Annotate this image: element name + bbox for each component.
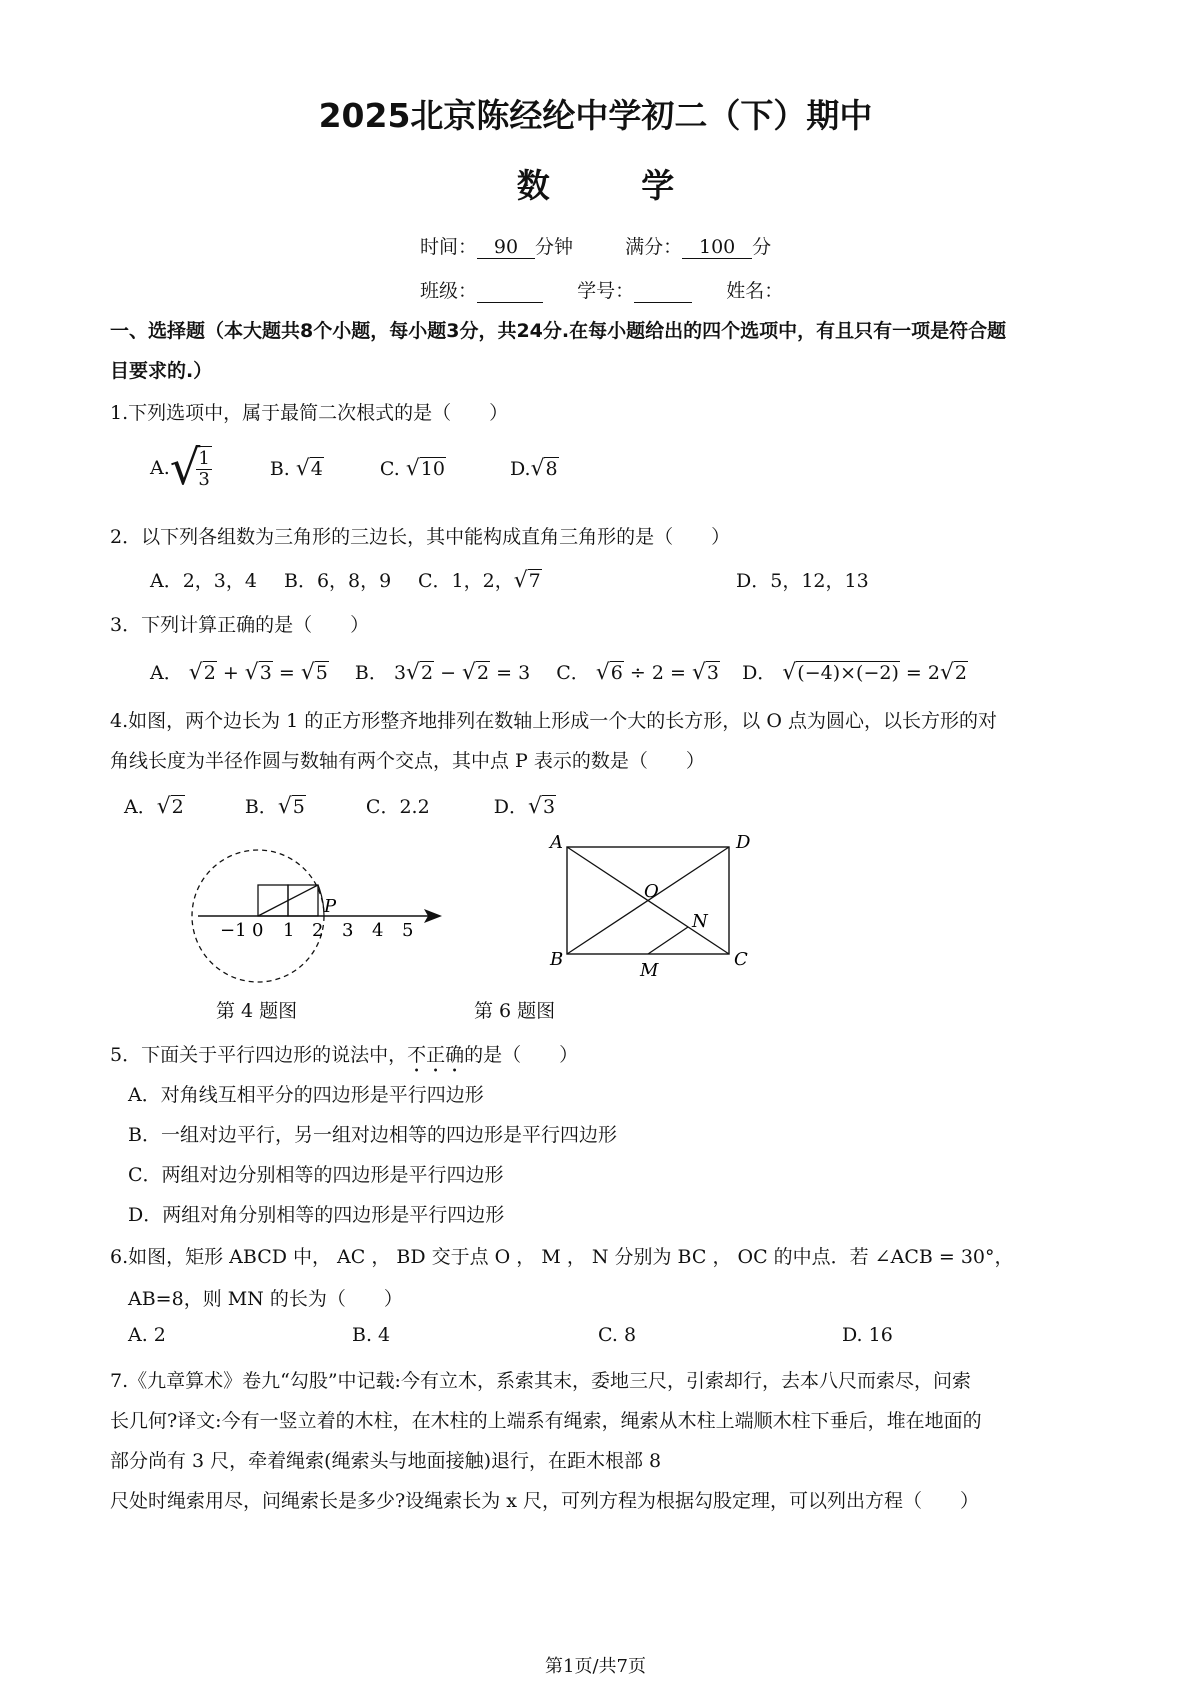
q1-option-d[interactable]: D.√8 <box>509 455 558 481</box>
q2-option-a[interactable]: A．2，3，4 <box>150 570 257 592</box>
q2-option-b[interactable]: B．6，8，9 <box>284 570 392 592</box>
q4-option-c[interactable]: C．2.2 <box>365 796 430 818</box>
q3-option-d[interactable]: D． √(−4)×(−2) = 2√2 <box>742 660 967 685</box>
q1-stem: 1.下列选项中，属于最简二次根式的是（ ） <box>110 402 509 424</box>
q4-option-d[interactable]: D．√3 <box>493 794 556 819</box>
time-value: 90 <box>477 236 535 259</box>
class-label: 班级： <box>420 280 478 302</box>
q2-option-c[interactable]: C．1，2，√7 <box>418 568 541 593</box>
q4-stem-cont: 角线长度为半径作圆与数轴有两个交点，其中点 P 表示的数是（ ） <box>110 750 705 772</box>
label-b: B <box>550 949 564 970</box>
time-unit: 分钟 <box>535 236 574 258</box>
score-label: 满分： <box>625 236 683 258</box>
q1-option-c[interactable]: C. √10 <box>379 455 445 481</box>
student-id-label: 学号： <box>577 280 635 302</box>
label-d: D <box>736 832 751 853</box>
section-heading: 一、选择题（本大题共8个小题，每小题3分，共24分.在每小题给出的四个选项中，有且只有一项是符合题 <box>110 320 1007 342</box>
tick-label: 4 <box>372 920 384 941</box>
q5-option-c[interactable]: C．两组对边分别相等的四边形是平行四边形 <box>128 1164 504 1186</box>
q1-option-b[interactable]: B. √4 <box>269 455 323 481</box>
tick-label: 3 <box>342 920 354 941</box>
time-label: 时间： <box>420 236 478 258</box>
square-2 <box>288 885 318 916</box>
square-1 <box>258 885 288 916</box>
figure-4-caption: 第 4 题图 <box>216 1000 298 1022</box>
q6-stem-cont: AB=8，则 MN 的长为（ ） <box>128 1288 403 1310</box>
q5-option-a[interactable]: A．对角线互相平分的四边形是平行四边形 <box>128 1084 484 1106</box>
q3-option-c[interactable]: C． √6 ÷ 2 = √3 <box>556 660 719 685</box>
q4-option-a[interactable]: A．√2 <box>124 794 184 819</box>
figure-6-caption: 第 6 题图 <box>474 1000 556 1022</box>
q4-options <box>124 792 556 819</box>
subject-title: 数 学 <box>516 166 715 205</box>
q5-stem: 5．下面关于平行四边形的说法中，不正确的是（ ） <box>110 1044 579 1066</box>
axis-ticks <box>220 920 413 941</box>
name-label: 姓名： <box>726 280 784 302</box>
class-blank[interactable] <box>477 280 543 303</box>
tick-label: 5 <box>402 920 414 941</box>
q1-options <box>150 440 559 496</box>
q2-stem: 2．以下列各组数为三角形的三边长，其中能构成直角三角形的是（ ） <box>110 526 731 548</box>
student-info-line <box>420 276 783 303</box>
tick-label: −1 <box>220 920 247 941</box>
q7-text-cont: 部分尚有 3 尺，牵着绳索(绳索头与地面接触)退行，在距木根部 8 <box>110 1450 662 1472</box>
q7-text-cont: 长几何?译文:今有一竖立着的木柱，在木柱的上端系有绳索，绳索从木柱上端顺木柱下垂后，堆在地面的 <box>110 1410 982 1432</box>
section-heading-cont: 目要求的.） <box>110 360 213 382</box>
page-title: 2025北京陈经纶中学初二（下）期中 <box>318 96 873 135</box>
student-id-blank[interactable] <box>634 280 692 303</box>
q3-stem: 3．下列计算正确的是（ ） <box>110 614 370 636</box>
label-m: M <box>640 960 659 980</box>
page-number: 第1页/共7页 <box>545 1656 646 1677</box>
label-n: N <box>692 911 708 932</box>
tick-label: 1 <box>283 920 295 941</box>
exam-info-line <box>420 232 771 259</box>
q2-option-d[interactable]: D．5，12，13 <box>736 570 869 592</box>
q6-option-d[interactable]: D. 16 <box>842 1324 893 1346</box>
label-a: A <box>550 832 563 853</box>
label-c: C <box>734 949 748 970</box>
q6-stem: 6.如图，矩形 ABCD 中， AC ， BD 交于点 O ， M ， N 分别为 BC ， OC 的中点．若 ∠ACB = 30°， <box>110 1246 1014 1268</box>
q4-option-b[interactable]: B．√5 <box>244 794 305 819</box>
q6-option-b[interactable]: B. 4 <box>352 1324 391 1346</box>
q6-option-c[interactable]: C. 8 <box>598 1324 637 1346</box>
segment-mn <box>648 927 688 954</box>
score-unit: 分 <box>752 236 772 258</box>
q5-option-d[interactable]: D．两组对角分别相等的四边形是平行四边形 <box>128 1204 505 1226</box>
q1-option-a[interactable]: A. √ $\frac{1}{3}$ <box>150 440 210 496</box>
q7-text: 7.《九章算术》卷九“勾股”中记载:今有立木，系索其末，委地三尺，引索却行，去本八尺而索尽，问索 <box>110 1370 971 1392</box>
q3-option-a[interactable]: A． √2 + √3 = √5 <box>150 660 328 685</box>
figure-4 <box>180 830 450 990</box>
tick-label: 2 <box>312 920 324 941</box>
figure-6 <box>540 830 760 980</box>
q6-option-a[interactable]: A. 2 <box>128 1324 166 1346</box>
q3-option-b[interactable]: B． 3√2 − √2 = 3 <box>354 660 531 685</box>
q3-options <box>150 658 968 685</box>
sqrt-icon: √ <box>169 440 201 496</box>
q7-text-cont: 尺处时绳索用尽，问绳索长是多少?设绳索长为 x 尺，可列方程为根据勾股定理，可以列出方程（ ） <box>110 1490 979 1512</box>
label-o: O <box>644 881 659 902</box>
point-p-label: P <box>324 896 337 917</box>
q5-option-b[interactable]: B．一组对边平行，另一组对边相等的四边形是平行四边形 <box>128 1124 617 1146</box>
q4-stem: 4.如图，两个边长为 1 的正方形整齐地排列在数轴上形成一个大的长方形，以 O 点为圆心，以长方形的对 <box>110 710 997 732</box>
score-value: 100 <box>682 236 752 259</box>
tick-label: 0 <box>252 920 264 941</box>
